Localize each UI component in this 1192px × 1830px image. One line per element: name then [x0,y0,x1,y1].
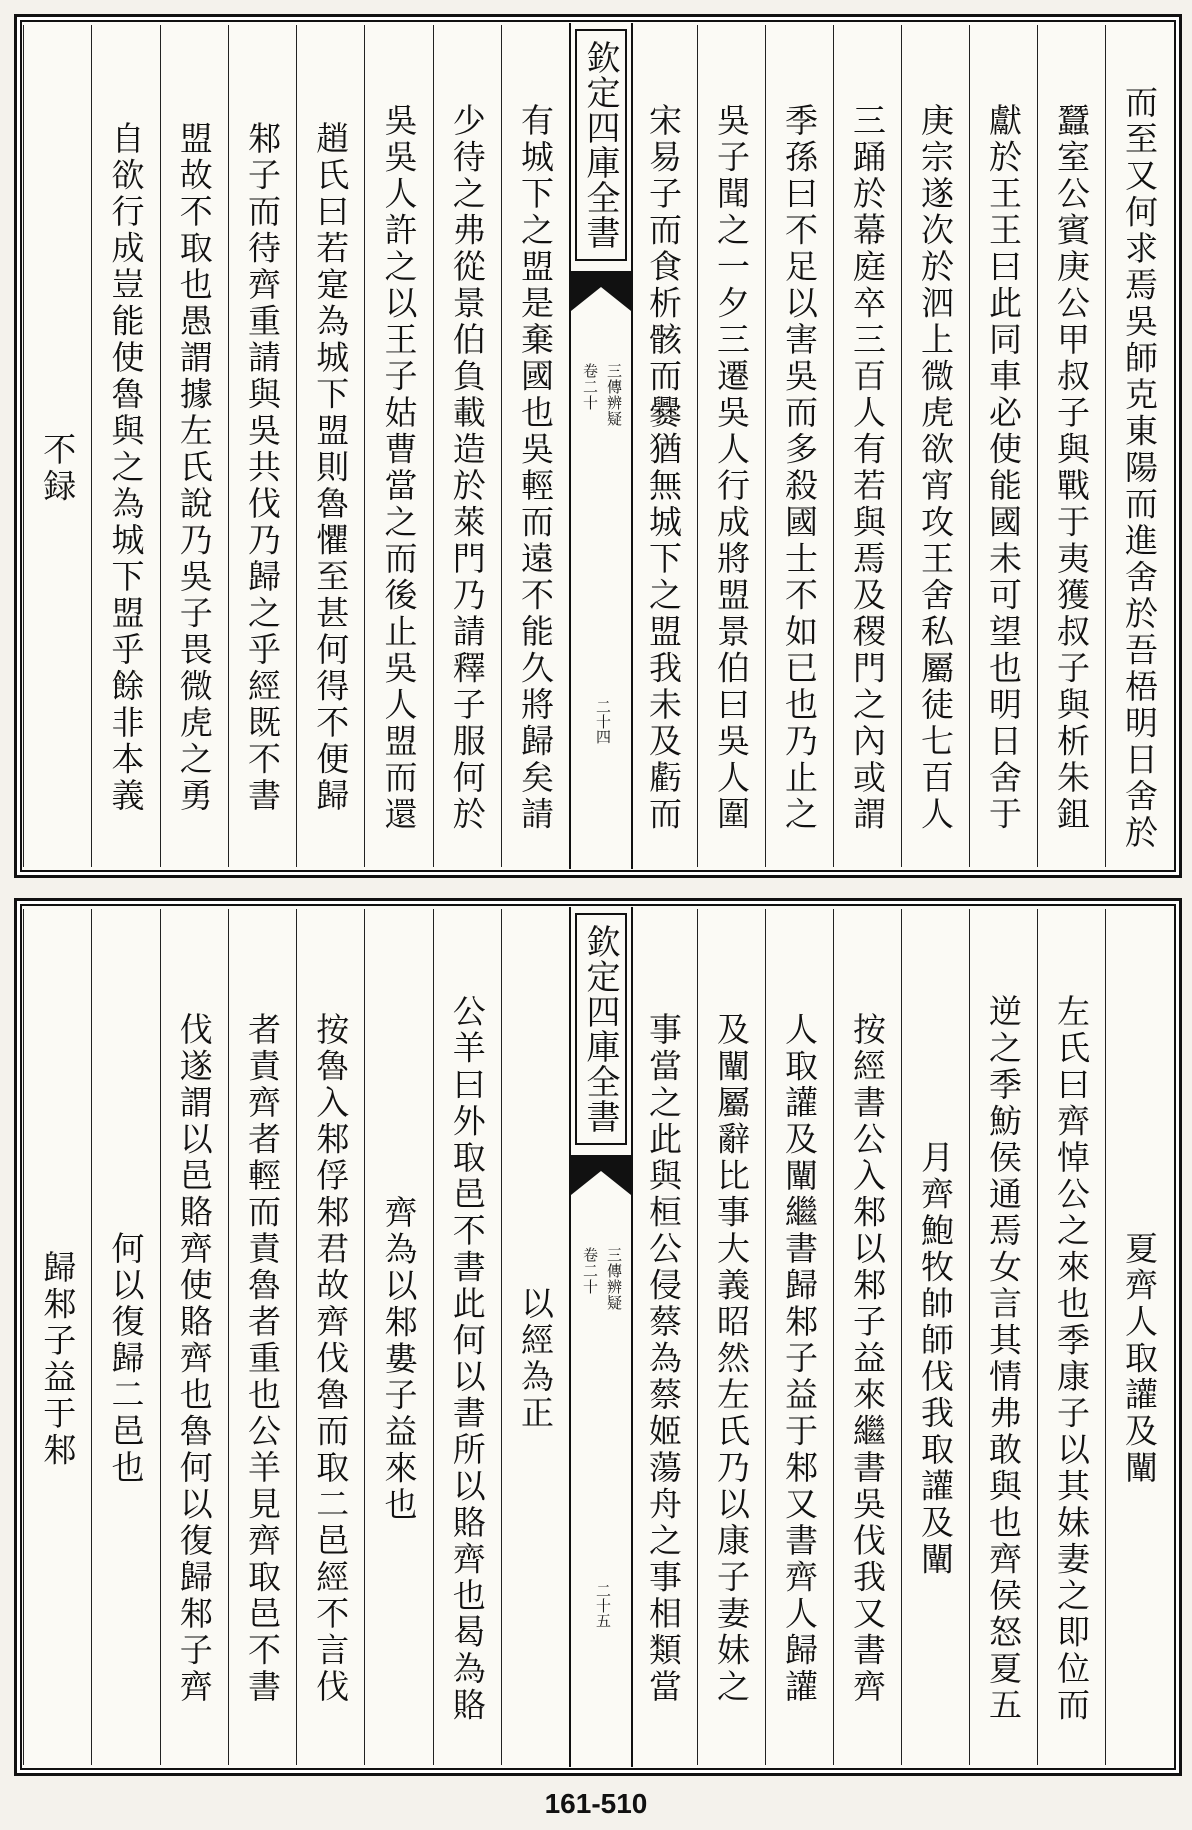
top-page-text-column: 盟故不取也愚謂據左氏說乃吳子畏微虎之勇 [160,25,228,867]
top-page-text-column: 季孫曰不足以害吳而多殺國士不如已也乃止之 [765,25,833,867]
bottom-page-text-column: 按魯入邾俘邾君故齊伐魯而取二邑經不言伐 [296,909,364,1765]
top-page-text-column: 三踊於幕庭卒三百人有若與焉及稷門之內或謂 [833,25,901,867]
top-page-text-column: 吳子聞之一夕三遷吳人行成將盟景伯曰吳人圍 [697,25,765,867]
bottom-page-text-column: 夏齊人取讙及闡 [1105,909,1173,1765]
bottom-page-text-column: 人取讙及闡繼書歸邾子益于邾又書齊人歸讙 [765,909,833,1765]
page-code: 161-510 [544,1788,648,1819]
bottom-page-text-column: 伐遂謂以邑賂齊使賂齊也魯何以復歸邾子齊 [160,909,228,1765]
bottom-page-text-column: 月齊鮑牧帥師伐我取讙及闡 [901,909,969,1765]
bottom-fish-tail-mark [571,1155,631,1195]
bottom-center-book: 三傳辨疑 [605,1247,623,1311]
top-center-column [569,23,633,869]
top-page-text-column: 獻於王王曰此同車必使能國未可望也明日舍于 [969,25,1037,867]
top-page-text-column: 蠶室公賓庚公甲叔子與戰于夷獲叔子與析朱鉏 [1037,25,1105,867]
bottom-page-text-column: 者責齊者輕而責魯者重也公羊見齊取邑不書 [228,909,296,1765]
bottom-page-text-column: 左氏曰齊悼公之來也季康子以其妹妻之即位而 [1037,909,1105,1765]
bottom-page-text-column: 歸邾子益于邾 [23,909,91,1765]
bottom-page-text-column: 何以復歸二邑也 [91,909,159,1765]
bottom-page-text-column: 按經書公入邾以邾子益來繼書吳伐我又書齊 [833,909,901,1765]
bottom-center-column [569,907,633,1767]
bottom-page-text-column: 逆之季魴侯通焉女言其情弗敢與也齊侯怒夏五 [969,909,1037,1765]
bottom-page-text-column: 齊為以邾婁子益來也 [364,909,432,1765]
top-page-text-column: 而至又何求焉吳師克東陽而進舍於吾梧明日舍於 [1105,25,1173,867]
bottom-page [14,898,1182,1776]
top-page-text-column: 不録 [23,25,91,867]
top-page-text-column: 自欲行成豈能使魯與之為城下盟乎餘非本義 [91,25,159,867]
top-page [14,14,1182,878]
top-center-title: 欽定四庫全書 [575,29,627,261]
top-fish-tail-mark [571,271,631,311]
bottom-page-text-column: 公羊曰外取邑不書此何以書所以賂齊也曷為賂 [433,909,501,1765]
bottom-center-volume: 卷二十 [581,1247,599,1295]
top-page-text-column: 庚宗遂次於泗上微虎欲宵攻王舍私屬徒七百人 [901,25,969,867]
top-page-text-column: 趙氏曰若寔為城下盟則魯懼至甚何得不便歸 [296,25,364,867]
top-center-book: 三傳辨疑 [605,363,623,427]
top-page-text-column: 邾子而待齊重請與吳共伐乃歸之乎經既不書 [228,25,296,867]
bottom-page-text-column: 以經為正 [501,909,569,1765]
top-page-text-column: 少待之弗從景伯負載造於萊門乃請釋子服何於 [433,25,501,867]
top-center-volume: 卷二十 [581,363,599,411]
top-page-text-column: 吳吳人許之以王子姑曹當之而後止吳人盟而還 [364,25,432,867]
bottom-center-page-number: 二十五 [594,1583,612,1628]
top-page-text-column: 有城下之盟是棄國也吳輕而遠不能久將歸矣請 [501,25,569,867]
top-center-page-number: 二十四 [594,699,612,744]
bottom-page-text-column: 事當之此與桓公侵蔡為蔡姬蕩舟之事相類當 [629,909,697,1765]
bottom-page-text-column: 及闡屬辭比事大義昭然左氏乃以康子妻妹之 [697,909,765,1765]
bottom-center-title: 欽定四庫全書 [575,913,627,1145]
top-page-text-column: 宋易子而食析骸而爨猶無城下之盟我未及虧而 [629,25,697,867]
